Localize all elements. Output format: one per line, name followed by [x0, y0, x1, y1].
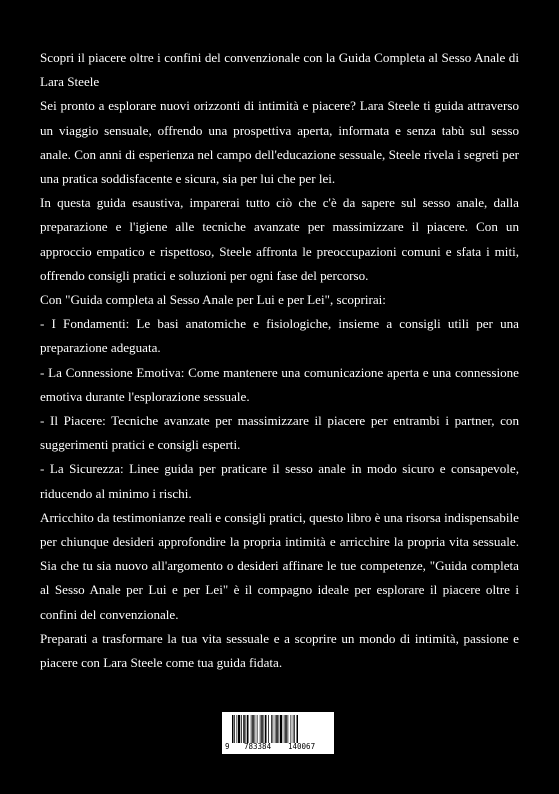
- isbn-barcode: [222, 712, 334, 754]
- paragraph-intro: Scopri il piacere oltre i confini del convenzionale con la Guida Completa al Sesso Anale di Lara Steele: [40, 50, 519, 90]
- list-item-connessione: - La Connessione Emotiva: Come mantenere una comunicazione aperta e una connessione emotiva durante l'esplorazione sessuale.: [40, 364, 519, 404]
- barcode-group-2: 140067: [288, 742, 316, 751]
- paragraph-invitation: Sei pronto a esplorare nuovi orizzonti di intimità e piacere? Lara Steele ti guida attraverso un viaggio sensuale, offrendo una prospettiva aperta, informata e senza tabù sul sesso anale. Con anni di esperienza nel campo dell'educazione sessuale, Steele rivela i segreti per una pratica soddisfacente e sicura, sia per lui che per lei.: [40, 98, 519, 187]
- paragraph-list-intro: Con "Guida completa al Sesso Anale per Lui e per Lei", scoprirai:: [40, 292, 386, 308]
- list-item-sicurezza: - La Sicurezza: Linee guida per praticare il sesso anale in modo sicuro e consapevole, riducendo al minimo i rischi.: [40, 461, 519, 501]
- list-item-fondamenti: - I Fondamenti: Le basi anatomiche e fisiologiche, insieme a consigli utili per una preparazione adeguata.: [40, 316, 519, 356]
- back-cover-text: [40, 46, 519, 675]
- list-item-piacere: - Il Piacere: Tecniche avanzate per massimizzare il piacere per entrambi i partner, con suggerimenti pratici e consigli esperti.: [40, 413, 519, 453]
- barcode-prefix: 9: [225, 742, 230, 751]
- barcode-group-1: 783384: [244, 742, 272, 751]
- paragraph-guide-overview: In questa guida esaustiva, imparerai tutto ciò che c'è da sapere sul sesso anale, dalla preparazione e l'igiene alle tecniche avanzate per massimizzare il piacere. Con un approccio empatico e rispettoso, Steele affronta le preoccupazioni comuni e sfata i miti, offrendo consigli pratici e soluzioni per ogni fase del percorso.: [40, 195, 519, 283]
- paragraph-testimonials: Arricchito da testimonianze reali e consigli pratici, questo libro è una risorsa indispensabile per chiunque desideri approfondire la propria intimità e arricchire la propria vita sessuale. Sia che tu sia nuovo all'argomento o desideri affinare le tue competenze, "Guida completa al Sesso Anale per Lui e per Lei" è il compagno ideale per esplorare il piacere oltre i confini del convenzionale.: [40, 509, 519, 622]
- paragraph-closing: Preparati a trasformare la tua vita sessuale e a scoprire un mondo di intimità, passione e piacere con Lara Steele come tua guida fidata.: [40, 630, 519, 671]
- barcode-bars: [226, 715, 330, 743]
